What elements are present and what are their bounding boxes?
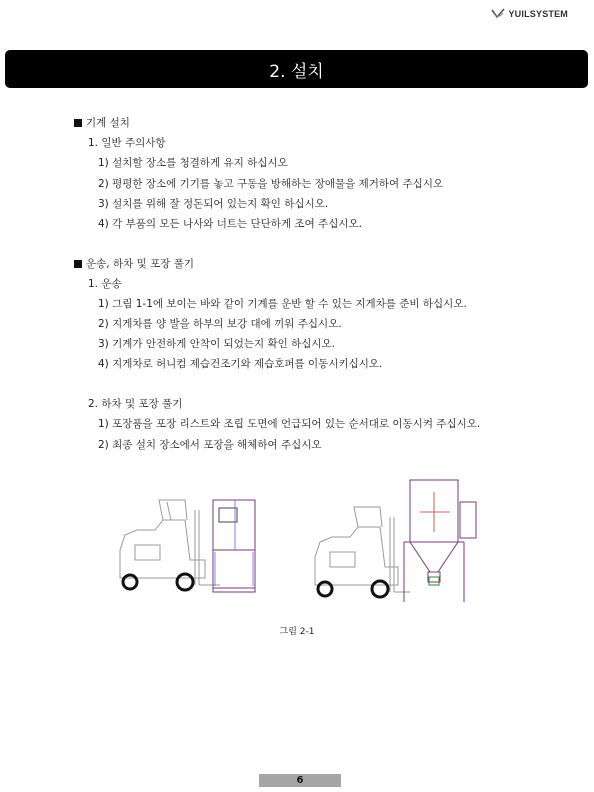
logo-text: YUILSYSTEM bbox=[508, 9, 568, 19]
forklift-hopper-drawing bbox=[310, 472, 490, 607]
list-item: 4) 지게차로 허니컴 제습건조기와 제습호퍼를 이동시키십시오. bbox=[98, 358, 383, 370]
list-item: 2) 지게차를 양 발을 하부의 보강 대에 끼워 주십시오. bbox=[98, 318, 342, 330]
subsection-title: 2. 하차 및 포장 풀기 bbox=[88, 398, 183, 410]
forklift-dryer-drawing bbox=[115, 490, 265, 600]
list-item: 1) 포장품을 포장 리스트와 조립 도면에 언급되어 있는 순서대로 이동시켜 주십시오. bbox=[98, 418, 481, 430]
figure-caption: 그림 2-1 bbox=[279, 627, 315, 637]
page-number: 6 bbox=[296, 775, 304, 786]
section-title-bar bbox=[5, 50, 588, 88]
subsection-title: 1. 일반 주의사항 bbox=[88, 137, 166, 149]
section-heading-transport: 운송, 하차 및 포장 풀기 bbox=[74, 256, 194, 271]
list-item: 3) 기계가 안전하게 안착이 되었는지 확인 하십시오. bbox=[98, 338, 335, 350]
section-heading-machine-install: 기계 설치 bbox=[74, 115, 130, 130]
square-bullet-icon bbox=[74, 260, 82, 268]
logo-icon bbox=[491, 8, 505, 20]
list-item: 1) 그림 1-1에 보이는 바와 같이 기계를 운반 할 수 있는 지게차를 준비 하십시오. bbox=[98, 298, 467, 310]
subsection-title: 1. 운송 bbox=[88, 278, 122, 290]
page-title: 2. 설치 bbox=[269, 61, 324, 82]
list-item: 1) 설치할 장소를 청결하게 유지 하십시오 bbox=[98, 157, 288, 169]
square-bullet-icon bbox=[74, 119, 82, 127]
list-item: 3) 설치를 위해 잘 정돈되어 있는지 확인 하십시오. bbox=[98, 198, 329, 210]
list-item: 2) 최종 설치 장소에서 포장을 해체하여 주십시오 bbox=[98, 439, 322, 451]
page-number-box bbox=[259, 774, 341, 787]
list-item: 4) 각 부품의 모든 나사와 너트는 단단하게 조여 주십시오. bbox=[98, 218, 362, 230]
list-item: 2) 평평한 장소에 기기를 놓고 구동을 방해하는 장애물을 제거하여 주십시오 bbox=[98, 178, 444, 190]
company-logo bbox=[491, 8, 568, 20]
